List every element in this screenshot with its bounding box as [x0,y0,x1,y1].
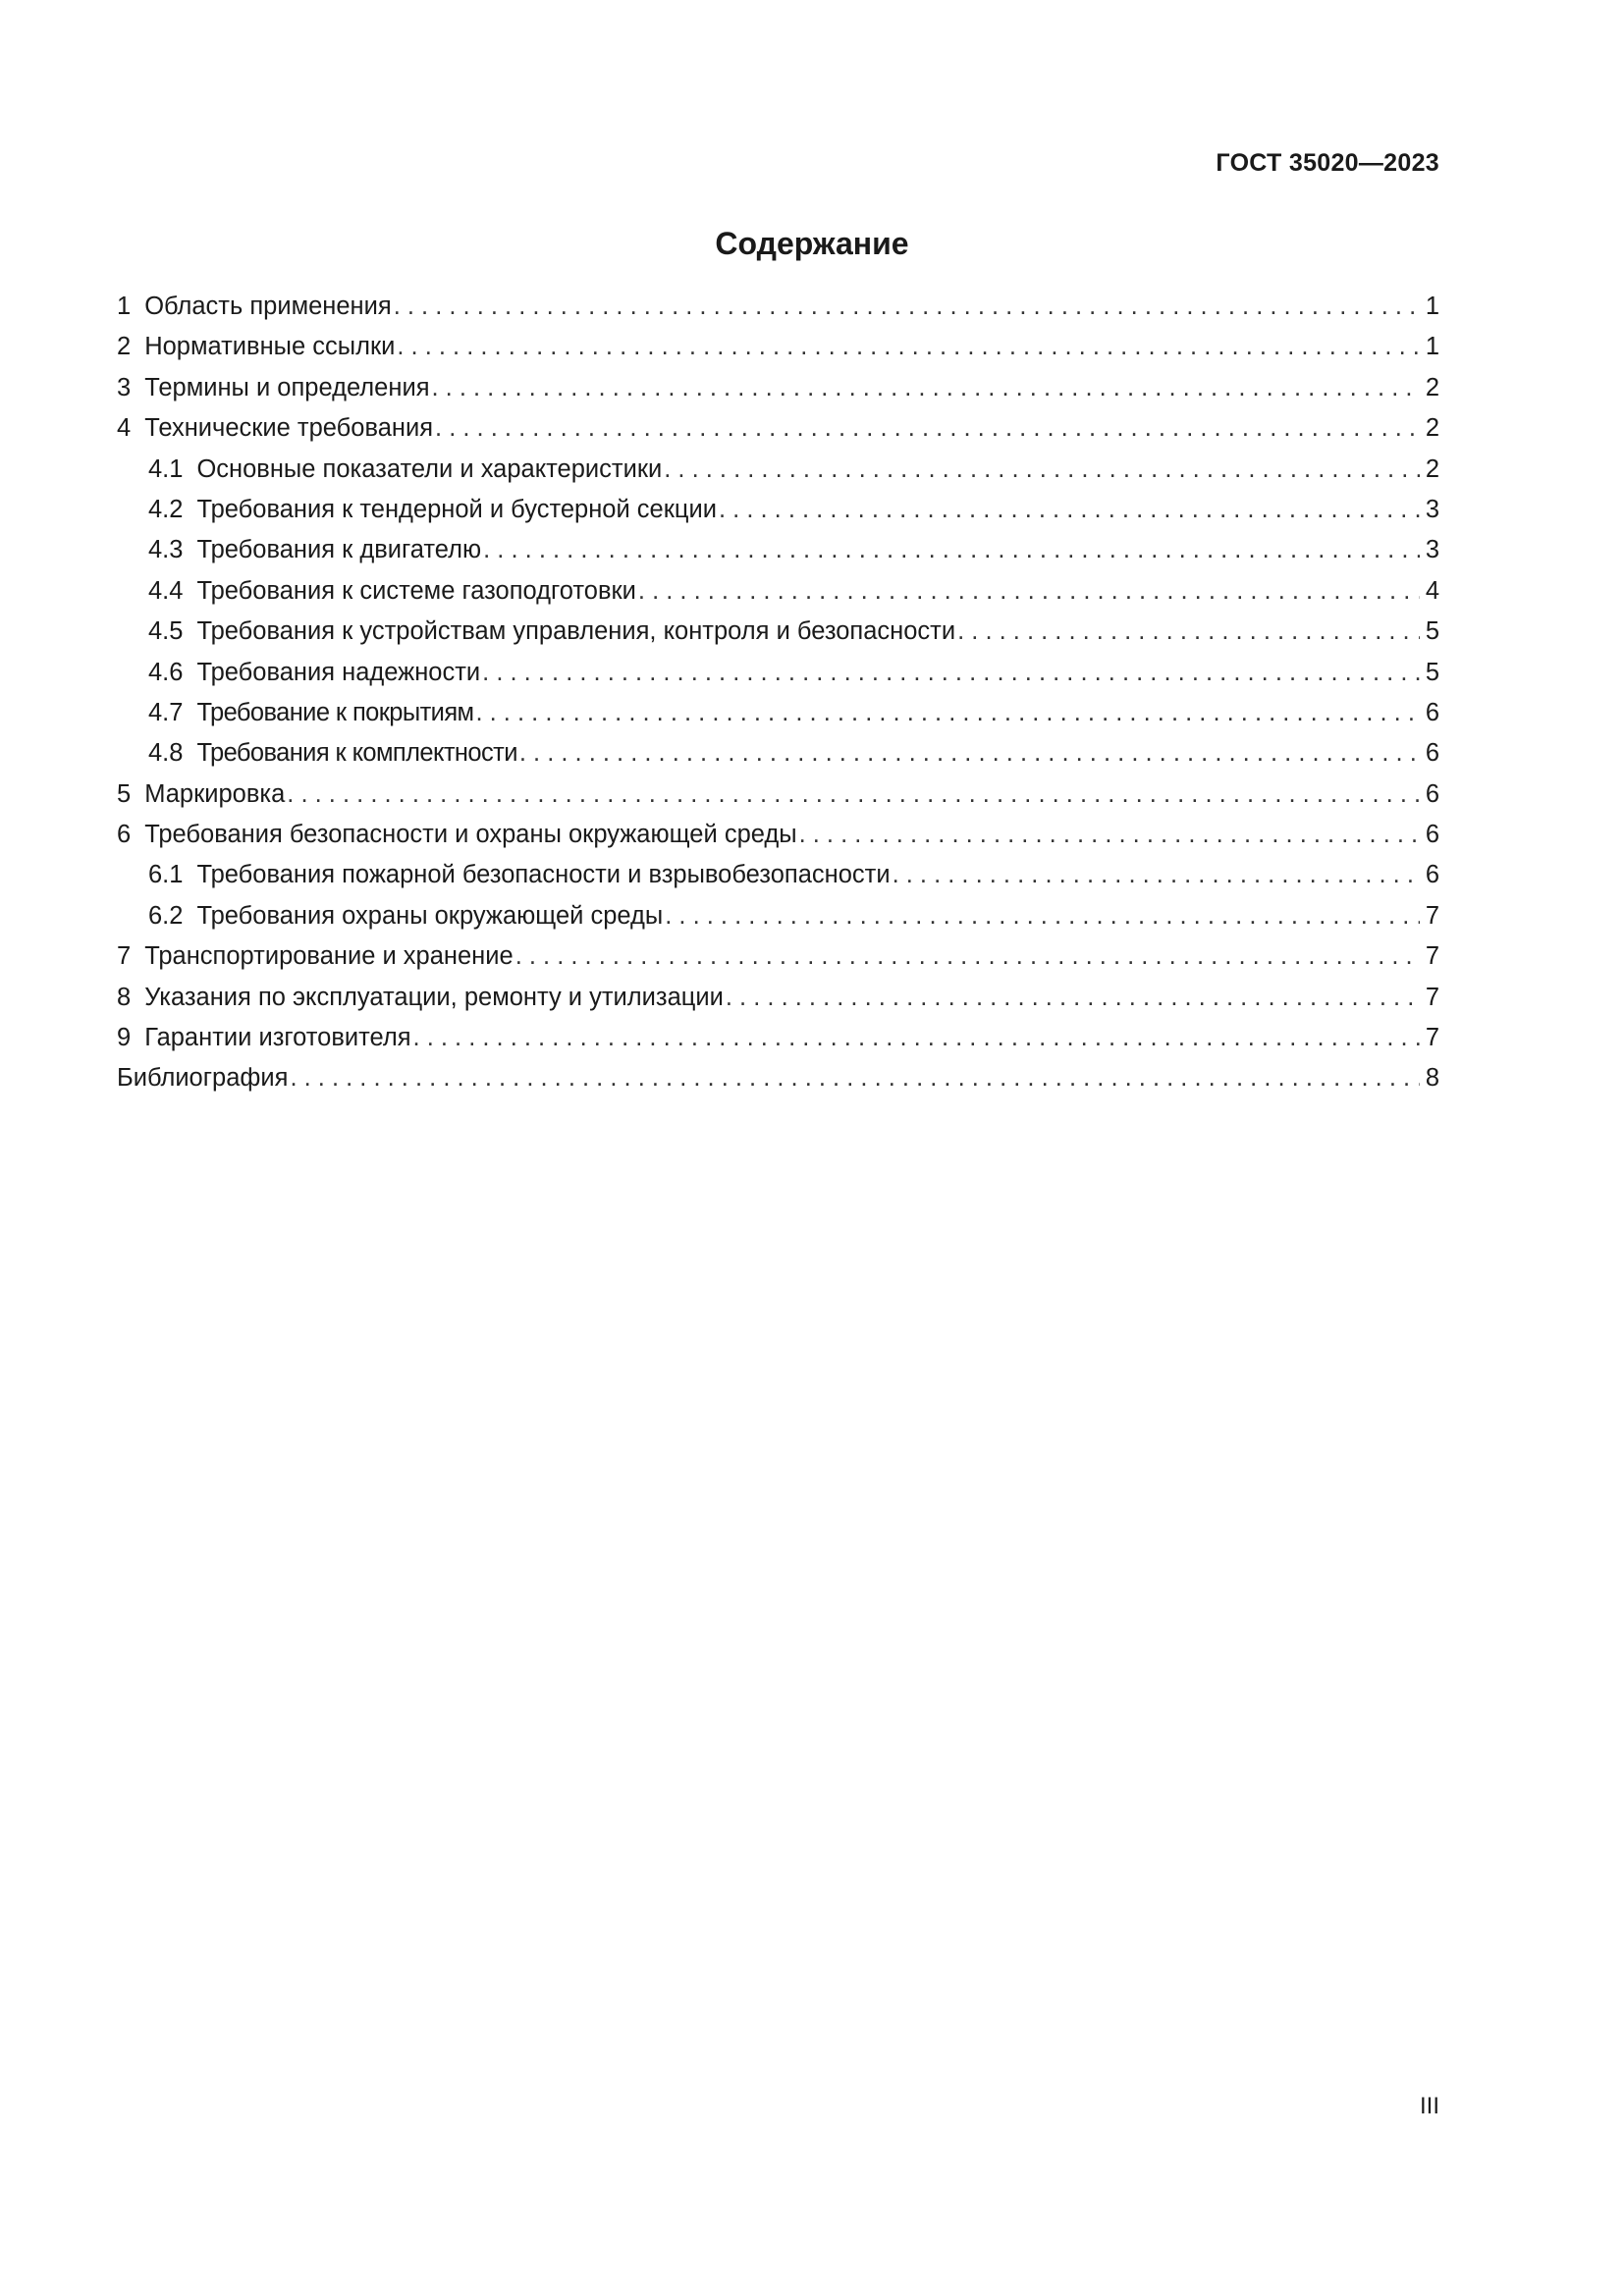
toc-entry-title: Библиография [117,1064,289,1093]
toc-entry-page: 8 [1425,1064,1439,1093]
toc-entry-title: Гарантии изготовителя [144,1024,411,1052]
toc-entry-page: 3 [1425,536,1439,564]
toc-entry-number: 4.3 [148,536,184,564]
toc-entry-number: 6.2 [148,901,184,930]
toc-entry-number: 4.1 [148,454,184,483]
toc-entry-page: 6 [1425,779,1439,808]
toc-leader-dots [719,490,1420,530]
toc-entry-page: 7 [1425,901,1439,930]
toc-entry-title: Требования надежности [196,658,481,686]
toc-leader-dots [287,774,1420,815]
toc-entry-number: 4.5 [148,617,184,646]
toc-entry[interactable] [117,936,1439,977]
table-of-contents [117,287,1439,1099]
toc-subentry[interactable] [117,653,1439,693]
toc-entry-number: 4.8 [148,739,184,768]
toc-entry-number: 8 [117,983,132,1011]
toc-leader-dots [394,287,1420,327]
toc-leader-dots [515,936,1420,977]
toc-entry-number: 4 [117,414,132,443]
toc-entry-page: 6 [1425,698,1439,726]
toc-entry-number: 5 [117,779,132,808]
toc-entry-number: 7 [117,942,132,971]
toc-subentry[interactable] [117,530,1439,570]
toc-entry-title: Требования к двигателю [196,536,482,564]
toc-entry-title: Требования к тендерной и бустерной секции [196,495,717,523]
toc-entry[interactable] [117,327,1439,367]
toc-entry-title: Требования пожарной безопасности и взрывобезопасности [196,861,891,889]
toc-entry-title: Требования к устройствам управления, контроля и безопасности [196,617,956,646]
toc-entry-page: 2 [1425,373,1439,401]
toc-entry-number: 2 [117,333,132,361]
toc-leader-dots [799,815,1420,855]
toc-entry-title: Требование к покрытиям [196,698,474,726]
toc-entry[interactable] [117,368,1439,408]
toc-entry[interactable] [117,774,1439,815]
toc-subentry[interactable] [117,571,1439,612]
toc-entry-number: 4.7 [148,698,184,726]
toc-entry[interactable] [117,815,1439,855]
toc-subentry[interactable] [117,896,1439,936]
toc-entry-page: 2 [1425,414,1439,443]
toc-leader-dots [290,1058,1420,1098]
toc-entry[interactable] [117,287,1439,327]
toc-entry-page: 5 [1425,658,1439,686]
toc-subentry[interactable] [117,855,1439,895]
toc-leader-dots [893,855,1420,895]
toc-entry-title: Область применения [144,293,392,320]
toc-leader-dots [397,327,1420,367]
toc-entry-title: Термины и определения [144,373,430,401]
toc-leader-dots [665,896,1420,936]
toc-entry-page: 4 [1425,576,1439,605]
page-number: III [1419,2093,1439,2119]
toc-leader-dots [413,1018,1420,1058]
toc-entry-page: 1 [1425,333,1439,361]
toc-leader-dots [435,408,1420,449]
toc-entry-page: 6 [1425,821,1439,849]
toc-entry-number: 9 [117,1024,132,1052]
toc-leader-dots [638,571,1420,612]
toc-entry-title: Транспортирование и хранение [144,942,514,971]
toc-entry-title: Нормативные ссылки [144,333,396,361]
toc-leader-dots [664,450,1420,490]
toc-leader-dots [475,693,1420,733]
toc-entry-title: Указания по эксплуатации, ремонту и утилизации [144,983,724,1011]
toc-subentry[interactable] [117,612,1439,652]
toc-entry[interactable] [117,1018,1439,1058]
toc-entry-page: 6 [1425,861,1439,889]
toc-entry-page: 7 [1425,983,1439,1011]
toc-entry-title: Технические требования [144,414,434,443]
toc-leader-dots [432,368,1421,408]
toc-title: Содержание [715,226,909,261]
toc-subentry[interactable] [117,450,1439,490]
toc-leader-dots [483,530,1420,570]
toc-leader-dots [519,733,1420,774]
toc-entry-page: 7 [1425,1024,1439,1052]
toc-entry-number: 4.4 [148,576,184,605]
toc-leader-dots [482,653,1420,693]
toc-entry-page: 7 [1425,942,1439,971]
toc-subentry[interactable] [117,490,1439,530]
toc-entry-number: 6 [117,821,132,849]
toc-leader-dots [957,612,1420,652]
toc-entry-number: 3 [117,373,132,401]
toc-entry-title: Требования охраны окружающей среды [196,901,664,930]
toc-entry[interactable] [117,978,1439,1018]
toc-entry-title: Требования к системе газоподготовки [196,576,636,605]
toc-entry-title: Маркировка [144,779,286,808]
toc-entry-title: Основные показатели и характеристики [196,454,663,483]
toc-entry-page: 5 [1425,617,1439,646]
toc-entry-bibliography[interactable] [117,1058,1439,1098]
toc-entry-page: 2 [1425,454,1439,483]
toc-entry-number: 6.1 [148,861,184,889]
toc-subentry[interactable] [117,733,1439,774]
toc-entry-title: Требования безопасности и охраны окружающей среды [144,821,797,849]
toc-entry-page: 6 [1425,739,1439,768]
toc-entry-page: 3 [1425,495,1439,523]
toc-entry-title: Требования к комплектности [196,739,517,768]
toc-entry-page: 1 [1425,293,1439,320]
toc-entry-number: 4.2 [148,495,184,523]
toc-leader-dots [726,978,1420,1018]
toc-entry-number: 4.6 [148,658,184,686]
toc-entry[interactable] [117,408,1439,449]
document-code: ГОСТ 35020—2023 [1216,149,1439,177]
toc-subentry[interactable] [117,693,1439,733]
toc-entry-number: 1 [117,293,132,320]
